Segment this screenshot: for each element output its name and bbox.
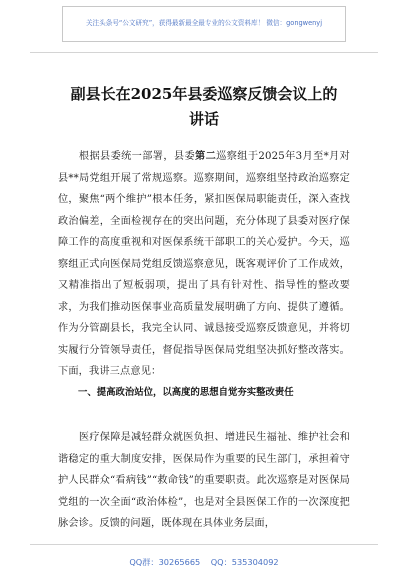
footer-divider (30, 544, 378, 545)
title-line-2: 讲话 (188, 110, 219, 128)
intro-text-a: 根据县委统一部署，县委 (78, 151, 196, 162)
intro-text-bold: 第二 (195, 150, 217, 162)
header-banner (62, 6, 346, 42)
intro-paragraph (58, 146, 350, 383)
intro-text-b: 巡察组于2025年3月至*月对县**局党组开展了常规巡察。巡察期间，巡察组坚持政治巡察定位，聚焦“两个维护”根本任务，紧扣医保局职能责任，深入查找政治偏差，全面检视存在的突出问题，充分体现了县委对医疗保障工作的高度重视和对医保系统干部职工的关心爱护。今天，巡察组正式向医保局党组反馈巡察意见，既客观评价了工作成效，又精准指出了短板弱项，提出了具有针对性、指导性的整改要求，为我们推动医保事业高质量发展明确了方向、提供了遵循。作为分管副县长，我完全认同、诚恳接受巡察反馈意见，并将切实履行分管领导责任，督促指导医保局党组坚决抓好整改落实。下面，我讲三点意见： (58, 151, 350, 377)
title-line-1: 副县长在2025年县委巡察反馈会议上的 (70, 85, 338, 103)
header-promo-note: 关注头条号“公文研究”，获得最新最全最专业的公文资料库！ 微信：gongwenyj (85, 19, 323, 27)
section-1-heading: 一、提高政治站位，以高度的思想自觉夯实整改责任 (78, 387, 294, 398)
footer-qq: QQ：535304092 (210, 557, 279, 567)
footer-contact (0, 557, 408, 568)
document-title (50, 82, 358, 132)
footer-qq-group: QQ群：30265665 (129, 557, 201, 567)
section-1-paragraph: 医疗保障是减轻群众就医负担、增进民生福祉、维护社会和谐稳定的重大制度安排，医保局作为重要的民生部门，承担着守护人民群众“看病钱”“救命钱”的重要职责。此次巡察是对医保局党组的一次全面“政治体检”，也是对全县医保工作的一次深度把脉会诊。反馈的问题，既体现在具体业务层面， (58, 432, 350, 529)
header-divider (30, 52, 378, 53)
